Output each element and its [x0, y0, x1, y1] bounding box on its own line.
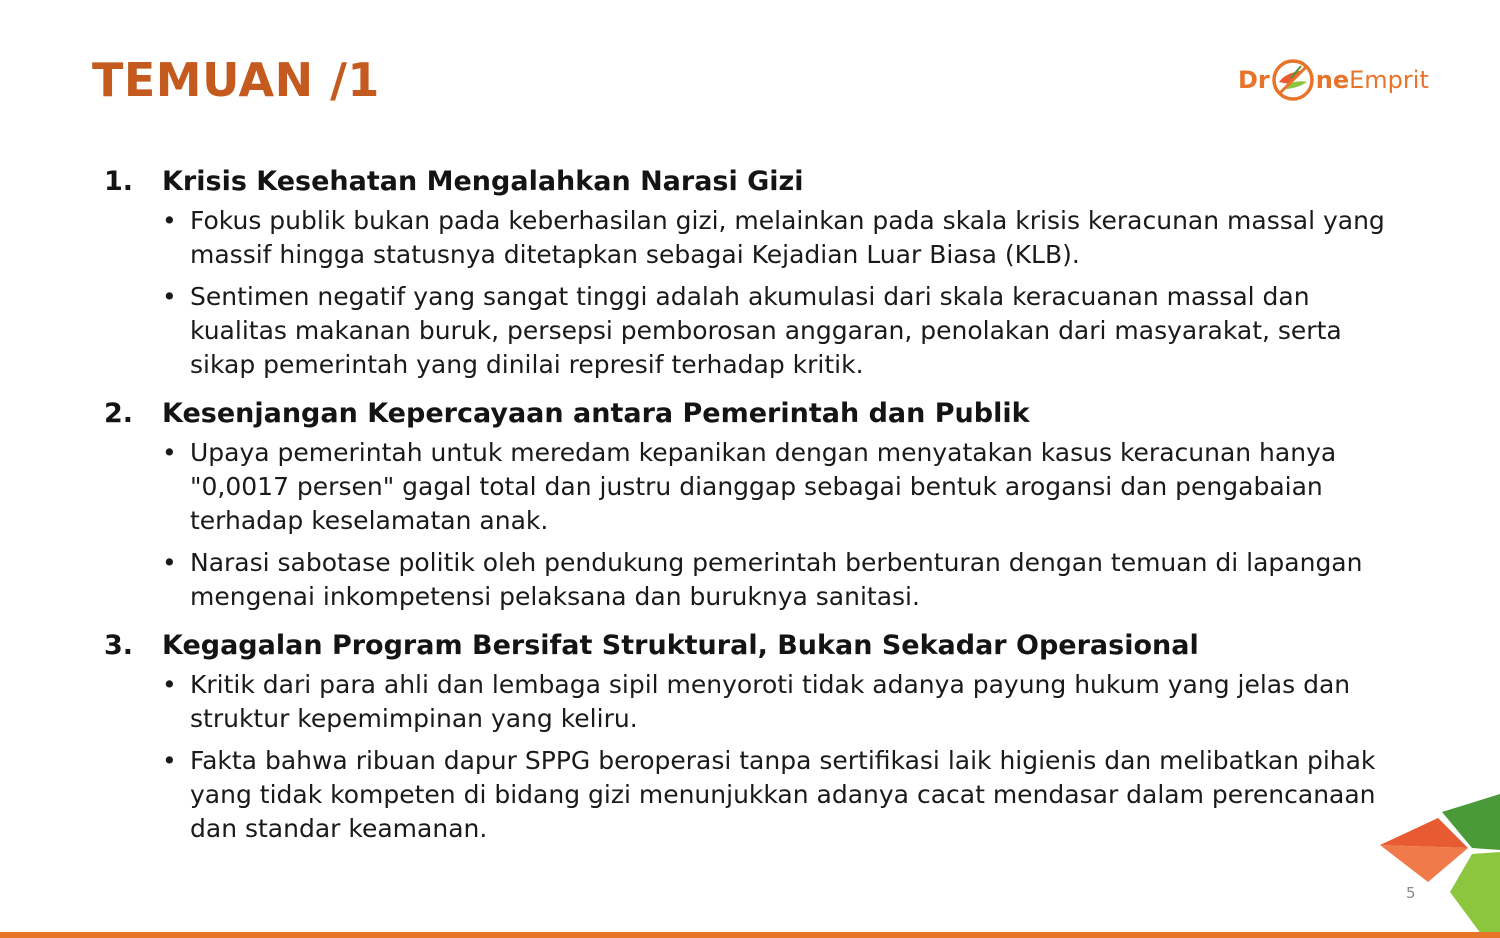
bullet-list [104, 204, 1394, 382]
bullet-dot-icon: • [162, 282, 177, 311]
finding-heading-text: Kegagalan Program Bersifat Struktural, Bukan Sekadar Operasional [162, 630, 1199, 661]
bullet-text: Fakta bahwa ribuan dapur SPPG beroperasi tanpa sertifikasi laik higienis dan melibatkan pihak yang tidak kompeten di bidang gizi menunjukkan adanya cacat mendasar dalam perencanaan dan standar keamanan. [190, 746, 1376, 843]
bullet-text: Narasi sabotase politik oleh pendukung pemerintah berbenturan dengan temuan di lapangan mengenai inkompetensi pelaksana dan buruknya sanitasi. [190, 548, 1363, 611]
logo-text-emprit: Emprit [1349, 66, 1429, 94]
finding-item [104, 162, 1394, 382]
drone-emprit-logo [1238, 56, 1429, 104]
bullet-text: Upaya pemerintah untuk meredam kepanikan dengan menyatakan kasus keracunan hanya "0,0017 persen" gagal total dan justru dianggap sebagai bentuk arogansi dan pengabaian terhadap keselamatan anak. [190, 438, 1337, 535]
bullet-item [162, 744, 1394, 846]
finding-heading-text: Krisis Kesehatan Mengalahkan Narasi Gizi [162, 166, 804, 197]
bottom-accent-bar [0, 932, 1500, 938]
bullet-dot-icon: • [162, 746, 177, 775]
bullet-item [162, 436, 1394, 538]
corner-decoration-icon [1380, 790, 1500, 938]
finding-number: 3. [104, 630, 134, 661]
finding-heading-text: Kesenjangan Kepercayaan antara Pemerintah dan Publik [162, 398, 1030, 429]
finding-heading [104, 162, 1394, 202]
finding-heading [104, 394, 1394, 434]
bullet-list [104, 436, 1394, 614]
logo-text-dr: Dr [1238, 66, 1270, 94]
slide-title: TEMUAN /1 [92, 53, 380, 107]
page-number: 5 [1406, 884, 1416, 902]
finding-number: 2. [104, 398, 134, 429]
finding-heading [104, 626, 1394, 666]
bullet-item [162, 546, 1394, 614]
bullet-dot-icon: • [162, 438, 177, 467]
bullet-dot-icon: • [162, 548, 177, 577]
finding-number: 1. [104, 166, 134, 197]
bullet-item [162, 280, 1394, 382]
bird-in-circle-icon [1271, 58, 1315, 102]
finding-item [104, 626, 1394, 846]
findings-list [104, 162, 1394, 858]
bullet-dot-icon: • [162, 670, 177, 699]
bullet-text: Kritik dari para ahli dan lembaga sipil menyoroti tidak adanya payung hukum yang jelas dan struktur kepemimpinan yang keliru. [190, 670, 1351, 733]
bullet-item [162, 668, 1394, 736]
bullet-text: Sentimen negatif yang sangat tinggi adalah akumulasi dari skala keracuanan massal dan kualitas makanan buruk, persepsi pemborosan anggaran, penolakan dari masyarakat, serta sikap pemerintah yang dinilai represif terhadap kritik. [190, 282, 1342, 379]
bullet-list [104, 668, 1394, 846]
bullet-dot-icon: • [162, 206, 177, 235]
bullet-item [162, 204, 1394, 272]
finding-item [104, 394, 1394, 614]
logo-text-ne: ne [1315, 66, 1350, 94]
bullet-text: Fokus publik bukan pada keberhasilan gizi, melainkan pada skala krisis keracunan massal yang massif hingga statusnya ditetapkan sebagai Kejadian Luar Biasa (KLB). [190, 206, 1385, 269]
